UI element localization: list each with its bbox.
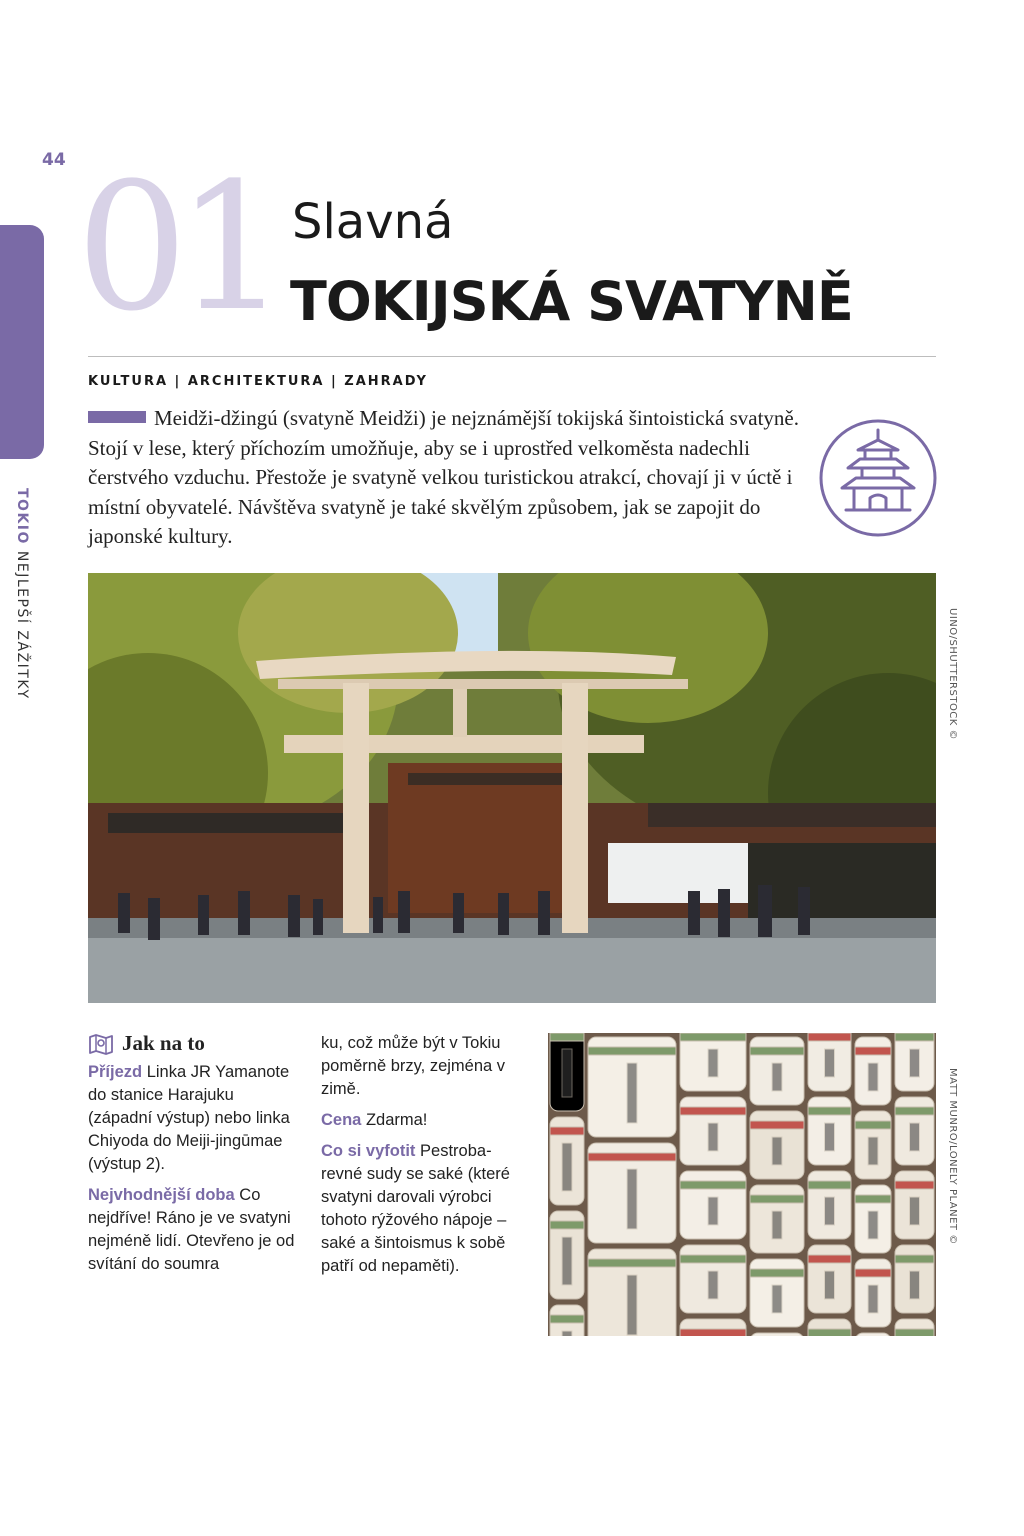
barrel-band [680, 1107, 746, 1115]
barrel-calligraphy [772, 1211, 782, 1239]
barrel-band [550, 1033, 584, 1041]
barrel-band [588, 1259, 676, 1267]
price-paragraph [321, 1109, 526, 1132]
arrival-text: Linka JR Yamanote do stanice Harajuku (západní výstup) nebo linka Chiyoda do Meiji-jingūmae (výstup 2). [88, 1063, 290, 1173]
main-photo-torii [88, 573, 936, 1003]
barrel-band [750, 1047, 804, 1055]
page-number: 44 [42, 150, 66, 170]
barrel-band [855, 1269, 891, 1277]
barrel-band [808, 1329, 851, 1336]
barrel-band [550, 1315, 584, 1323]
barrel-band [680, 1255, 746, 1263]
barrel-calligraphy [708, 1123, 718, 1151]
barrel-calligraphy [910, 1049, 920, 1077]
barrel-calligraphy [627, 1169, 637, 1229]
barrel-calligraphy [825, 1123, 835, 1151]
barrel-band [895, 1181, 934, 1189]
barrel-calligraphy [562, 1331, 572, 1336]
barrel-band [855, 1047, 891, 1055]
sake-photo-credit: MATT MUNRO/LONELY PLANET © [947, 1068, 958, 1245]
barrel-calligraphy [825, 1197, 835, 1225]
arrival-label: Příjezd [88, 1063, 143, 1081]
barrel-calligraphy [562, 1049, 572, 1097]
barrel-calligraphy [825, 1271, 835, 1299]
barrel-band [895, 1107, 934, 1115]
main-photo-credit: UINO/SHUTTERSTOCK © [947, 608, 958, 741]
barrel-band [855, 1195, 891, 1203]
barrel-band [808, 1255, 851, 1263]
barrel-band [808, 1033, 851, 1041]
arrival-paragraph [88, 1061, 298, 1176]
barrel-calligraphy [708, 1049, 718, 1077]
barrel-band [895, 1255, 934, 1263]
divider [88, 356, 936, 357]
barrel-band [855, 1121, 891, 1129]
barrel-band [680, 1181, 746, 1189]
best-time-paragraph [88, 1184, 298, 1276]
photo-tip-text: Pestrobarevné sudy se saké (které svatyni darovali výrobci tohoto rýžového nápoje – saké a šintoismus k sobě patří od nepaměti). [321, 1142, 510, 1275]
barrel-band [680, 1033, 746, 1041]
intro-bar [88, 411, 146, 423]
map-icon [88, 1033, 114, 1055]
howto-column-2 [321, 1032, 526, 1286]
sake-barrels-photo [548, 1033, 936, 1336]
barrel-calligraphy [868, 1063, 878, 1091]
side-tab [0, 225, 44, 459]
barrel-calligraphy [772, 1285, 782, 1313]
howto-column-1 [88, 1032, 298, 1284]
barrel-calligraphy [627, 1275, 637, 1335]
intro-paragraph [88, 404, 814, 552]
sake-barrel [855, 1333, 891, 1336]
barrel-band [895, 1033, 934, 1041]
chapter-number: 01 [76, 145, 276, 350]
best-time-text: Co nejdříve! Ráno je ve svatyni nejméně lidí. Otevřeno je od svítání do soumra [88, 1186, 295, 1273]
barrel-calligraphy [868, 1137, 878, 1165]
barrel-band [588, 1047, 676, 1055]
side-section: NEJLEPŠÍ ZÁŽITKY [14, 550, 30, 700]
intro-text: Meidži-džingú (svatyně Meidži) je nejznámější tokijská šintoistická svatyně. Stojí v lese, který příchozím umožňuje, aby se i uprostřed velkoměsta nadechli čerstvého vzduchu. Přestože je svatyně velkou turistickou atrakcí, chovají ji v úctě i místní obyvatelé. Návštěva svatyně je také skvělým způsobem, jak se zapojit do japonské kultury. [88, 406, 800, 548]
barrel-calligraphy [708, 1197, 718, 1225]
barrel-calligraphy [910, 1197, 920, 1225]
barrel-band [750, 1269, 804, 1277]
side-city: TOKIO [14, 488, 30, 545]
barrel-calligraphy [627, 1063, 637, 1123]
barrel-band [680, 1329, 746, 1336]
barrel-calligraphy [910, 1271, 920, 1299]
sake-barrel [750, 1333, 804, 1336]
barrel-calligraphy [562, 1143, 572, 1191]
pagoda-icon [818, 418, 938, 538]
barrel-calligraphy [868, 1285, 878, 1313]
barrel-calligraphy [562, 1237, 572, 1285]
barrel-calligraphy [772, 1063, 782, 1091]
barrel-band [550, 1221, 584, 1229]
barrel-band [750, 1121, 804, 1129]
price-text: Zdarma! [365, 1111, 428, 1129]
barrel-band [588, 1153, 676, 1161]
best-time-label: Nejvhodnější doba [88, 1186, 235, 1204]
categories: KULTURA | ARCHITEKTURA | ZAHRADY [88, 374, 428, 389]
barrel-calligraphy [910, 1123, 920, 1151]
barrel-band [808, 1181, 851, 1189]
barrel-calligraphy [772, 1137, 782, 1165]
photo-tip-paragraph [321, 1140, 526, 1278]
barrel-calligraphy [708, 1271, 718, 1299]
price-label: Cena [321, 1111, 362, 1129]
howto-heading [88, 1032, 298, 1055]
side-label [14, 488, 30, 700]
page-title: TOKIJSKÁ SVATYNĚ [290, 270, 853, 333]
photo-tip-label: Co si vyfotit [321, 1142, 416, 1160]
barrel-calligraphy [825, 1049, 835, 1077]
barrel-calligraphy [868, 1211, 878, 1239]
best-time-continued: ku, což může být v Tokiu poměrně brzy, zejména v zimě. [321, 1034, 506, 1098]
barrel-band [550, 1127, 584, 1135]
barrel-band [895, 1329, 934, 1336]
barrel-band [808, 1107, 851, 1115]
howto-heading-text: Jak na to [122, 1031, 205, 1055]
barrel-band [750, 1195, 804, 1203]
title-subtitle: Slavná [292, 194, 454, 250]
